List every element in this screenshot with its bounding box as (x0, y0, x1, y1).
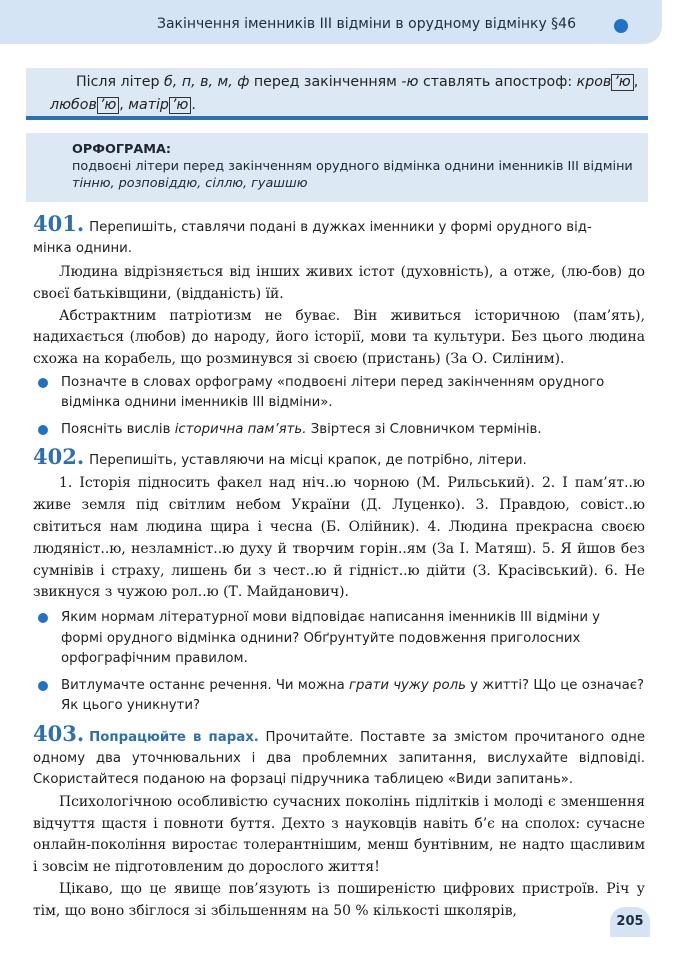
task-401-instruction: 401. Перепишіть, ставлячи подані в дужках іменники у формі орудного від- мінка однини. (33, 211, 592, 256)
orthogram-examples: тінню, розповіддю, сіллю, гуашшю (72, 176, 308, 191)
rule-box (26, 68, 648, 120)
bullet-item: Яким нормам літературної мови відповідає написання іменників ІІІ відміни у формі орудного відмінка однини? Обґрунтуйте подовження приголосних орфографічним правилом. (33, 608, 645, 670)
task-402-text (33, 473, 645, 604)
task-402-instruction: 402. Перепишіть, уставляючи на місці крапок, де потрібно, літери. (33, 444, 527, 470)
header-bar (0, 0, 662, 44)
task-403-instruction: 403. Попрацюйте в парах. Прочитайте. Поставте за змістом прочитаного одне одному два уточнювальних і два проблемних запитання, вислухайте відповіді. Скористайтеся поданою на форзаці підручника таблицею «Види запитань». (33, 720, 646, 787)
orthogram-box (26, 133, 648, 202)
paragraph: Абстрактним патріотизм не буває. Він живиться історичною (пам’ять), надихається (любов) до народу, його історії, мови та культури. Без цього людина схожа на корабель, що розминувся зі своєю (пристань) (За О. Силіним). (33, 307, 645, 368)
ending-box: ’ю (611, 74, 633, 91)
main-content (33, 213, 645, 923)
header-dot-icon (614, 19, 628, 33)
task-403-text (33, 792, 645, 923)
paragraph: Психологічною особливістю сучасних поколінь підлітків і молоді є зменшення відчуття щастя і повноти буття. Дехто з науковців навіть б’є на сполох: сучасне онлайн-покоління виростає толерантнішим, менш бунтівним, не надто щасливим і зовсім не підготовленим до дорослого життя! (33, 793, 645, 876)
paragraph: Людина відрізняється від інших живих істот (духовність), а отже, (лю-бов) до своєї батьківщини, (відданість) їй. (33, 264, 645, 302)
orthogram-title: ОРФОГРАМА: (72, 142, 172, 157)
section-title: Закінчення іменників ІІІ відміни в орудному відмінку §46 (156, 16, 576, 32)
task-number: 403. (33, 720, 85, 746)
bullet-item: Позначте в словах орфограму «подвоєні літери перед закінченням орудного відмінка однини іменників ІІІ відміни». (33, 373, 645, 414)
bullet-item: Витлумачте останнє речення. Чи можна грати чужу роль у житті? Що це означає? Як цього уникнути? (33, 676, 645, 717)
orthogram-text: подвоєні літери перед закінченням орудного відмінка однини іменників ІІІ відміни (72, 159, 633, 174)
ending-box: ’ю (169, 97, 191, 114)
paragraph: Цікаво, що це явище пов’язують із поширеністю цифрових пристроїв. Річ у тім, що воно збіглося зі збільшенням на 50 % кількості школярів, (33, 880, 645, 919)
rule-line-2: любов ’ю , матір ’ю . (50, 97, 196, 113)
task-401-text (33, 262, 645, 371)
task-number: 402. (33, 444, 85, 470)
pair-work-label: Попрацюйте в парах. (89, 729, 259, 745)
page-number: 205 (610, 907, 650, 937)
bullet-item: Поясніть вислів історична пам’ять. Звіртеся зі Словничком термінів. (33, 420, 645, 441)
ending-box: ’ю (97, 97, 119, 114)
rule-line-1: Після літер б, п, в, м, ф перед закінченням -ю ставлять апостроф: кров ’ю , (76, 74, 639, 90)
task-number: 401. (33, 211, 85, 236)
paragraph: 1. Історія підносить факел над ніч..ю чорною (М. Рильський). 2. І пам’ят..ю живе земля під світлим небом України (Д. Луценко). 3. Правдою, совіст..ю світиться нам людина щира і чесна (Б. Олійник). 4. Людина прекрасна своєю людяніст..ю, незламніст..ю духу й творчим горін..ям (За І. Матяш). 5. Я йшов без сумнівів і страху, лишень би з чест..ю й гідніст..ю дійти (З. Красівський). 6. Не звикнуся з чужою рол..ю (Т. Майданович). (33, 475, 645, 601)
